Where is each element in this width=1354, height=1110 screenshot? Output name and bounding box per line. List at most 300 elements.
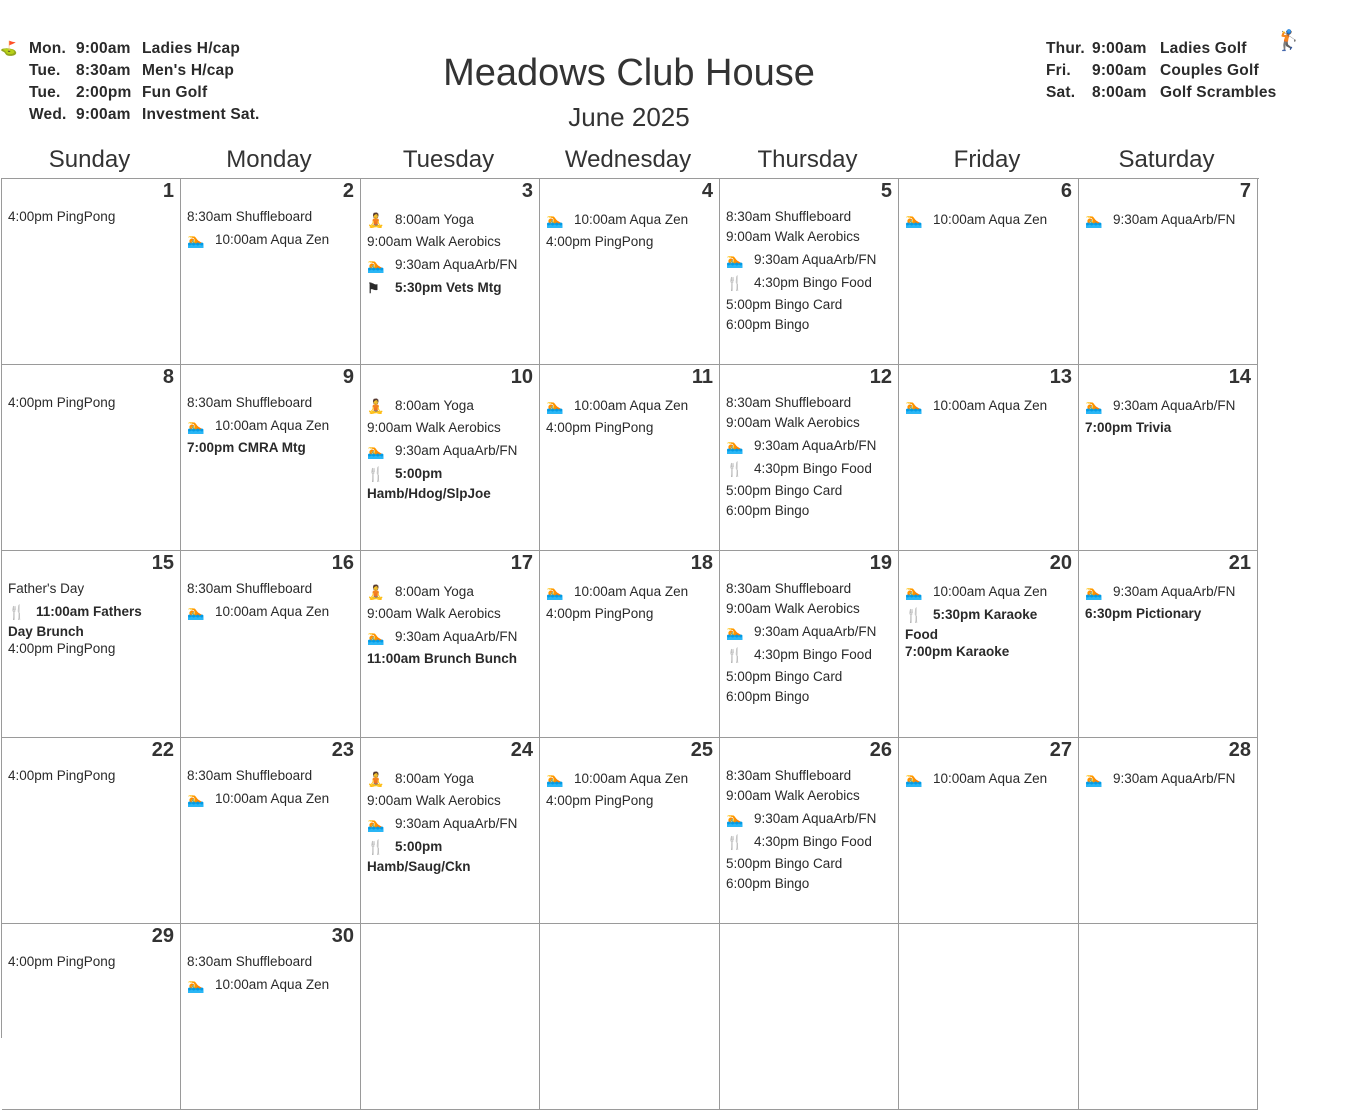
calendar-day-cell[interactable]	[540, 551, 720, 738]
calendar-event	[726, 579, 894, 599]
calendar-event	[187, 789, 356, 809]
calendar-event	[905, 210, 1074, 230]
calendar-day-cell[interactable]	[181, 179, 361, 365]
event-text: 10:00am Aqua Zen	[933, 398, 1048, 413]
utensils-icon: 🍴	[367, 466, 385, 482]
calendar-event	[367, 769, 535, 789]
event-text: 6:00pm Bingo	[726, 503, 810, 518]
event-text: 9:30am AquaArb/FN	[395, 816, 518, 831]
calendar-day-cell[interactable]	[361, 738, 540, 924]
weekday-wednesday: Wednesday	[564, 146, 692, 173]
calendar-event	[367, 627, 535, 647]
event-text: 8:30am Shuffleboard	[187, 395, 313, 410]
utensils-icon: 🍴	[8, 604, 26, 620]
calendar-event	[187, 230, 356, 250]
event-text: 8:30am Shuffleboard	[726, 768, 852, 783]
event-text: 6:30pm Pictionary	[1085, 606, 1202, 621]
golf-day: Thur.	[1046, 40, 1085, 57]
calendar-event	[726, 645, 894, 665]
calendar-event	[187, 766, 356, 786]
event-text: 9:30am AquaArb/FN	[395, 629, 518, 644]
event-text: 8:30am Shuffleboard	[726, 395, 852, 410]
weekday-header	[0, 146, 1258, 174]
calendar-day-cell[interactable]	[2, 179, 181, 365]
day-number: 29	[151, 925, 174, 947]
calendar-event	[367, 396, 535, 416]
calendar-event	[726, 874, 894, 894]
calendar-day-cell[interactable]	[899, 179, 1079, 365]
golf-bag-icon: 🏌	[1276, 30, 1301, 52]
event-text: 4:00pm PingPong	[8, 395, 116, 410]
calendar-event	[8, 952, 176, 972]
day-number: 10	[510, 366, 533, 388]
golf-day: Wed.	[29, 106, 67, 123]
calendar-event	[546, 418, 715, 438]
event-text: 8:30am Shuffleboard	[187, 768, 313, 783]
event-text: 10:00am Aqua Zen	[215, 232, 330, 247]
event-text: 4:30pm Bingo Food	[754, 275, 872, 290]
weekday-tuesday: Tuesday	[402, 146, 495, 173]
event-text: 6:00pm Bingo	[726, 689, 810, 704]
calendar-event	[8, 393, 176, 413]
event-text: 5:00pm	[395, 839, 443, 854]
calendar-event	[367, 278, 535, 298]
golf-schedule-row	[1046, 38, 1277, 60]
calendar-day-cell[interactable]	[361, 365, 540, 551]
golf-time: 2:00pm	[76, 84, 132, 101]
calendar-event	[367, 232, 535, 252]
calendar-event	[905, 627, 1074, 642]
swimmer-icon: 🏊	[1085, 398, 1103, 414]
calendar-day-cell[interactable]	[899, 551, 1079, 738]
event-text: 10:00am Aqua Zen	[215, 977, 330, 992]
swimmer-icon: 🏊	[905, 212, 923, 228]
event-text: 4:30pm Bingo Food	[754, 834, 872, 849]
calendar-event	[905, 605, 1074, 625]
utensils-icon: 🍴	[726, 275, 744, 291]
calendar-event	[367, 649, 535, 669]
calendar-event	[367, 791, 535, 811]
calendar-day-cell[interactable]	[720, 738, 899, 924]
calendar-event	[726, 315, 894, 335]
event-text: 9:30am AquaArb/FN	[1113, 771, 1236, 786]
day-number: 17	[510, 552, 533, 574]
calendar-event	[1085, 582, 1253, 602]
calendar-day-cell[interactable]	[2, 551, 181, 738]
golfer-icon: ⛳	[0, 40, 18, 56]
golf-time: 9:00am	[76, 106, 131, 123]
event-text: Hamb/Hdog/SlpJoe	[367, 486, 491, 501]
day-number: 18	[690, 552, 713, 574]
golf-event: Men's H/cap	[142, 62, 235, 79]
event-text: 10:00am Aqua Zen	[574, 398, 689, 413]
calendar-event	[367, 814, 535, 834]
calendar-event	[726, 273, 894, 293]
calendar-event	[187, 416, 356, 436]
event-text: 5:00pm Bingo Card	[726, 856, 843, 871]
swimmer-icon: 🏊	[187, 232, 205, 248]
event-text: 10:00am Aqua Zen	[933, 584, 1048, 599]
golf-schedule-row	[1046, 82, 1277, 104]
event-text: Father's Day	[8, 581, 85, 596]
event-text: 10:00am Aqua Zen	[574, 212, 689, 227]
calendar-event	[1085, 604, 1253, 624]
calendar-event	[367, 604, 535, 624]
event-text: 11:00am Fathers	[36, 604, 142, 619]
golf-day: Mon.	[29, 40, 66, 57]
weekday-monday: Monday	[226, 146, 312, 173]
day-number: 1	[162, 180, 174, 202]
calendar-day-cell[interactable]	[361, 551, 540, 738]
weekday-saturday: Saturday	[1118, 146, 1215, 173]
event-text: 9:30am AquaArb/FN	[754, 438, 877, 453]
calendar-event	[546, 232, 715, 252]
yoga-icon: 🧘	[367, 584, 385, 600]
yoga-icon: 🧘	[367, 212, 385, 228]
event-text: 9:00am Walk Aerobics	[367, 234, 501, 249]
swimmer-icon: 🏊	[367, 629, 385, 645]
day-number: 26	[869, 739, 892, 761]
event-text: 9:00am Walk Aerobics	[726, 229, 860, 244]
calendar-day-cell[interactable]	[540, 924, 720, 1110]
golf-time: 9:00am	[76, 40, 131, 57]
calendar-day-cell[interactable]	[1079, 551, 1258, 738]
calendar-event	[1085, 418, 1253, 438]
golf-time: 8:30am	[76, 62, 131, 79]
calendar-event	[1085, 396, 1253, 416]
swimmer-icon: 🏊	[187, 977, 205, 993]
swimmer-icon: 🏊	[726, 438, 744, 454]
event-text: 9:30am AquaArb/FN	[1113, 398, 1236, 413]
event-text: 5:30pm Karaoke	[933, 607, 1038, 622]
event-text: 8:00am Yoga	[395, 212, 474, 227]
swimmer-icon: 🏊	[905, 584, 923, 600]
golf-day: Fri.	[1046, 62, 1071, 79]
calendar-event	[1085, 210, 1253, 230]
calendar-event	[726, 622, 894, 642]
event-text: 10:00am Aqua Zen	[215, 791, 330, 806]
yoga-icon: 🧘	[367, 771, 385, 787]
golf-event: Fun Golf	[142, 84, 208, 101]
calendar-event	[546, 604, 715, 624]
calendar-event	[8, 766, 176, 786]
event-text: 5:00pm Bingo Card	[726, 483, 843, 498]
calendar-event	[726, 207, 894, 227]
event-text: 6:00pm Bingo	[726, 876, 810, 891]
calendar-day-cell[interactable]	[540, 179, 720, 365]
golf-schedule-row	[1046, 60, 1277, 82]
event-text: 4:30pm Bingo Food	[754, 461, 872, 476]
page-title: Meadows Club House	[443, 52, 815, 94]
weekday-thursday: Thursday	[757, 146, 858, 173]
event-text: 6:00pm Bingo	[726, 317, 810, 332]
day-number: 7	[1239, 180, 1251, 202]
swimmer-icon: 🏊	[905, 398, 923, 414]
golf-event: Investment Sat.	[142, 106, 260, 123]
calendar-event	[187, 438, 356, 458]
event-text: 10:00am Aqua Zen	[215, 418, 330, 433]
calendar-event	[726, 809, 894, 829]
day-number: 19	[869, 552, 892, 574]
calendar-event	[546, 582, 715, 602]
calendar-day-cell[interactable]	[181, 365, 361, 551]
calendar-day-cell[interactable]	[720, 179, 899, 365]
event-text: Food	[905, 627, 938, 642]
calendar-event	[187, 952, 356, 972]
event-text: 9:00am Walk Aerobics	[367, 606, 501, 621]
calendar-event	[546, 769, 715, 789]
weekday-friday: Friday	[953, 146, 1021, 173]
event-text: 10:00am Aqua Zen	[933, 771, 1048, 786]
day-number: 5	[880, 180, 892, 202]
event-text: 10:00am Aqua Zen	[215, 604, 330, 619]
event-text: 5:00pm Bingo Card	[726, 669, 843, 684]
calendar-day-cell[interactable]	[540, 738, 720, 924]
calendar-event	[726, 481, 894, 501]
golf-event: Ladies Golf	[1160, 40, 1247, 57]
day-number: 11	[691, 366, 713, 388]
event-text: 4:00pm PingPong	[8, 954, 116, 969]
swimmer-icon: 🏊	[187, 604, 205, 620]
event-text: 9:00am Walk Aerobics	[726, 415, 860, 430]
event-text: Day Brunch	[8, 624, 84, 639]
event-text: 8:30am Shuffleboard	[726, 581, 852, 596]
event-text: 8:00am Yoga	[395, 584, 474, 599]
yoga-icon: 🧘	[367, 398, 385, 414]
calendar-event	[726, 667, 894, 687]
calendar-event	[546, 210, 715, 230]
day-number: 14	[1228, 366, 1251, 388]
event-text: 8:00am Yoga	[395, 398, 474, 413]
event-text: 4:00pm PingPong	[546, 420, 654, 435]
calendar-event	[367, 418, 535, 438]
calendar-grid	[1, 178, 1259, 1038]
flag-icon: ⚑	[367, 280, 380, 296]
event-text: 8:30am Shuffleboard	[187, 581, 313, 596]
calendar-event	[8, 624, 176, 639]
calendar-event	[367, 582, 535, 602]
calendar-event	[367, 464, 535, 484]
calendar-event	[367, 486, 535, 501]
calendar-event	[187, 393, 356, 413]
golf-event: Ladies H/cap	[142, 40, 241, 57]
event-text: 10:00am Aqua Zen	[933, 212, 1048, 227]
calendar-event	[726, 501, 894, 521]
day-number: 13	[1049, 366, 1072, 388]
day-number: 22	[151, 739, 174, 761]
event-text: Hamb/Saug/Ckn	[367, 859, 471, 874]
day-number: 4	[701, 180, 713, 202]
event-text: 4:00pm PingPong	[546, 606, 654, 621]
utensils-icon: 🍴	[726, 834, 744, 850]
calendar-event	[546, 396, 715, 416]
swimmer-icon: 🏊	[726, 624, 744, 640]
calendar-day-cell[interactable]	[1079, 924, 1258, 1110]
calendar-day-cell[interactable]	[720, 365, 899, 551]
event-text: 4:00pm PingPong	[546, 234, 654, 249]
day-number: 21	[1228, 552, 1251, 574]
swimmer-icon: 🏊	[367, 443, 385, 459]
golf-schedule-right	[1046, 38, 1277, 104]
day-number: 28	[1228, 739, 1251, 761]
golf-time: 9:00am	[1092, 40, 1147, 57]
swimmer-icon: 🏊	[367, 816, 385, 832]
day-number: 15	[151, 552, 174, 574]
swimmer-icon: 🏊	[187, 791, 205, 807]
calendar-event	[187, 602, 356, 622]
calendar-event	[8, 579, 176, 599]
utensils-icon: 🍴	[367, 839, 385, 855]
event-text: 10:00am Aqua Zen	[574, 584, 689, 599]
event-text: 9:00am Walk Aerobics	[367, 420, 501, 435]
event-text: 9:30am AquaArb/FN	[754, 811, 877, 826]
calendar-day-cell[interactable]	[2, 924, 181, 1110]
calendar-event	[8, 207, 176, 227]
day-number: 6	[1060, 180, 1072, 202]
swimmer-icon: 🏊	[546, 398, 564, 414]
event-text: 11:00am Brunch Bunch	[367, 651, 518, 666]
day-number: 27	[1049, 739, 1072, 761]
day-number: 16	[331, 552, 354, 574]
day-number: 12	[869, 366, 892, 388]
calendar-event	[905, 642, 1074, 662]
day-number: 25	[690, 739, 713, 761]
event-text: 9:00am Walk Aerobics	[726, 601, 860, 616]
calendar-event	[367, 837, 535, 857]
event-text: 9:30am AquaArb/FN	[395, 257, 518, 272]
event-text: 9:30am AquaArb/FN	[1113, 584, 1236, 599]
calendar-event	[726, 687, 894, 707]
event-text: 5:30pm Vets Mtg	[395, 280, 502, 295]
calendar-event	[187, 207, 356, 227]
calendar-event	[905, 582, 1074, 602]
event-text: 5:00pm	[395, 466, 443, 481]
event-text: 8:30am Shuffleboard	[187, 954, 313, 969]
calendar-event	[726, 227, 894, 247]
event-text: 8:30am Shuffleboard	[187, 209, 313, 224]
event-text: 9:00am Walk Aerobics	[726, 788, 860, 803]
calendar-event	[905, 396, 1074, 416]
day-number: 24	[510, 739, 533, 761]
calendar-day-cell[interactable]	[720, 551, 899, 738]
golf-event: Couples Golf	[1160, 62, 1259, 79]
weekday-sunday: Sunday	[48, 146, 131, 173]
calendar-event	[726, 832, 894, 852]
event-text: 4:00pm PingPong	[8, 209, 116, 224]
utensils-icon: 🍴	[726, 461, 744, 477]
calendar-day-cell[interactable]	[899, 924, 1079, 1110]
event-text: 7:00pm Trivia	[1085, 420, 1172, 435]
day-number: 9	[342, 366, 354, 388]
calendar-event	[726, 250, 894, 270]
calendar-day-cell[interactable]	[181, 551, 361, 738]
event-text: 5:00pm Bingo Card	[726, 297, 843, 312]
calendar-day-cell[interactable]	[720, 924, 899, 1110]
event-text: 4:00pm PingPong	[8, 641, 116, 656]
golf-time: 9:00am	[1092, 62, 1147, 79]
swimmer-icon: 🏊	[905, 771, 923, 787]
swimmer-icon: 🏊	[1085, 771, 1103, 787]
calendar-event	[726, 854, 894, 874]
calendar-event	[8, 602, 176, 622]
event-text: 10:00am Aqua Zen	[574, 771, 689, 786]
calendar-day-cell[interactable]	[1079, 738, 1258, 924]
event-text: 8:30am Shuffleboard	[726, 209, 852, 224]
event-text: 9:30am AquaArb/FN	[754, 252, 877, 267]
event-text: 9:30am AquaArb/FN	[754, 624, 877, 639]
event-text: 8:00am Yoga	[395, 771, 474, 786]
calendar-event	[1085, 769, 1253, 789]
calendar-event	[726, 295, 894, 315]
calendar-event	[367, 255, 535, 275]
golf-day: Sat.	[1046, 84, 1076, 101]
event-text: 7:00pm Karaoke	[905, 644, 1010, 659]
utensils-icon: 🍴	[905, 607, 923, 623]
day-number: 2	[342, 180, 354, 202]
calendar-day-cell[interactable]	[899, 738, 1079, 924]
event-text: 4:00pm PingPong	[546, 793, 654, 808]
day-number: 23	[331, 739, 354, 761]
calendar-event	[8, 639, 176, 659]
golf-day: Tue.	[29, 62, 61, 79]
calendar-event	[367, 441, 535, 461]
calendar-day-cell[interactable]	[181, 924, 361, 1110]
event-text: 9:00am Walk Aerobics	[367, 793, 501, 808]
event-text: 9:30am AquaArb/FN	[1113, 212, 1236, 227]
calendar-event	[726, 766, 894, 786]
calendar-day-cell[interactable]	[1079, 179, 1258, 365]
swimmer-icon: 🏊	[187, 418, 205, 434]
calendar-day-cell[interactable]	[2, 738, 181, 924]
swimmer-icon: 🏊	[546, 212, 564, 228]
calendar-event	[726, 413, 894, 433]
calendar-day-cell[interactable]	[181, 738, 361, 924]
calendar-day-cell[interactable]	[1079, 365, 1258, 551]
swimmer-icon: 🏊	[546, 771, 564, 787]
calendar-day-cell[interactable]	[2, 365, 181, 551]
calendar-event	[367, 210, 535, 230]
calendar-event	[367, 859, 535, 874]
swimmer-icon: 🏊	[1085, 212, 1103, 228]
calendar-event	[726, 459, 894, 479]
calendar-event	[726, 599, 894, 619]
calendar-day-cell[interactable]	[899, 365, 1079, 551]
event-text: 4:30pm Bingo Food	[754, 647, 872, 662]
calendar-day-cell[interactable]	[361, 924, 540, 1110]
calendar-event	[546, 791, 715, 811]
event-text: 4:00pm PingPong	[8, 768, 116, 783]
calendar-day-cell[interactable]	[361, 179, 540, 365]
golf-event: Golf Scrambles	[1160, 84, 1277, 101]
calendar-event	[726, 786, 894, 806]
golf-time: 8:00am	[1092, 84, 1147, 101]
day-number: 8	[162, 366, 174, 388]
calendar-event	[726, 393, 894, 413]
page-subtitle: June 2025	[568, 102, 690, 132]
swimmer-icon: 🏊	[367, 257, 385, 273]
swimmer-icon: 🏊	[726, 252, 744, 268]
day-number: 3	[521, 180, 533, 202]
calendar-day-cell[interactable]	[540, 365, 720, 551]
day-number: 20	[1049, 552, 1072, 574]
calendar-event	[726, 436, 894, 456]
swimmer-icon: 🏊	[546, 584, 564, 600]
day-number: 30	[331, 925, 354, 947]
swimmer-icon: 🏊	[1085, 584, 1103, 600]
calendar-event	[187, 579, 356, 599]
event-text: 7:00pm CMRA Mtg	[187, 440, 306, 455]
calendar-event	[187, 975, 356, 995]
